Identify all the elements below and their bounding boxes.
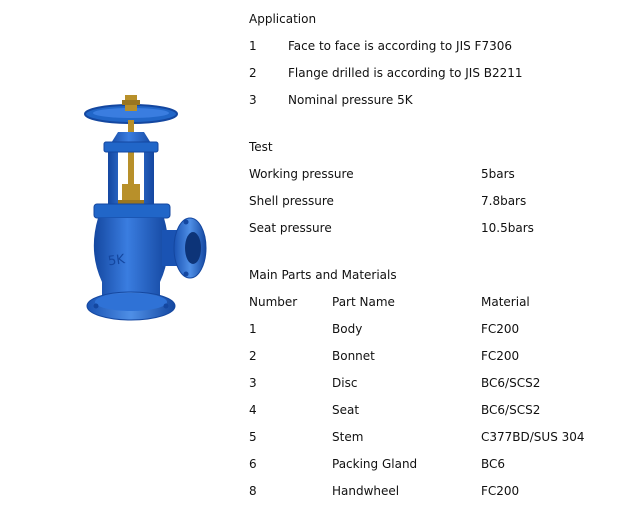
parts-heading: Main Parts and Materials (249, 268, 397, 282)
application-item-text: Nominal pressure 5K (288, 93, 413, 107)
test-heading: Test (249, 140, 273, 154)
parts-row-name: Seat (332, 403, 360, 417)
parts-row-number: 2 (249, 349, 257, 363)
test-value: 7.8bars (481, 194, 527, 208)
application-item-number: 3 (249, 93, 257, 107)
test-value: 10.5bars (481, 221, 534, 235)
parts-row-number: 4 (249, 403, 257, 417)
parts-row-material: BC6 (481, 457, 506, 471)
parts-row-name: Stem (332, 430, 364, 444)
test-label: Working pressure (249, 167, 354, 181)
parts-row-material: BC6/SCS2 (481, 403, 541, 417)
parts-row-material: C377BD/SUS 304 (481, 430, 585, 444)
parts-row-name: Disc (332, 376, 358, 390)
angle-valve-illustration (74, 92, 208, 332)
parts-row-name: Bonnet (332, 349, 375, 363)
valve-photo (74, 92, 208, 332)
parts-row-number: 6 (249, 457, 257, 471)
parts-row-material: FC200 (481, 484, 520, 498)
parts-row-number: 1 (249, 322, 257, 336)
parts-row-material: FC200 (481, 349, 520, 363)
test-label: Seat pressure (249, 221, 332, 235)
parts-row-number: 3 (249, 376, 257, 390)
application-item-text: Face to face is according to JIS F7306 (288, 39, 512, 53)
parts-row-name: Body (332, 322, 363, 336)
test-label: Shell pressure (249, 194, 334, 208)
parts-row-name: Handwheel (332, 484, 400, 498)
application-heading: Application (249, 12, 317, 26)
parts-column-header-material: Material (481, 295, 530, 309)
casting-mark: 5K (107, 252, 126, 270)
test-value: 5bars (481, 167, 515, 181)
parts-row-material: BC6/SCS2 (481, 376, 541, 390)
application-item-text: Flange drilled is according to JIS B2211 (288, 66, 523, 80)
application-item-number: 2 (249, 66, 257, 80)
parts-row-number: 5 (249, 430, 257, 444)
application-item-number: 1 (249, 39, 257, 53)
parts-row-material: FC200 (481, 322, 520, 336)
parts-column-header-number: Number (249, 295, 298, 309)
parts-column-header-name: Part Name (332, 295, 395, 309)
parts-row-number: 8 (249, 484, 257, 498)
parts-row-name: Packing Gland (332, 457, 418, 471)
